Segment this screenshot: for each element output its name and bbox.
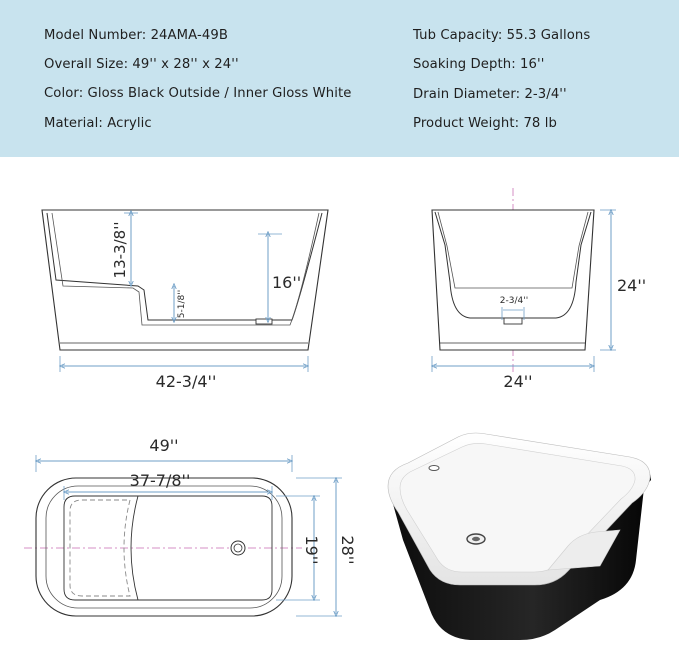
dimension-side-depth: 16'' (272, 273, 302, 292)
dimension-side-seat-height: 13-3/8'' (111, 221, 129, 279)
dimension-side-seat-step: 5-1/8'' (177, 289, 187, 319)
front-drain-icon (504, 318, 522, 324)
spec-product-weight: Product Weight: 78 lb (413, 116, 557, 131)
spec-soaking-depth: Soaking Depth: 16'' (413, 57, 545, 72)
render-overflow-icon (429, 466, 439, 471)
spec-drain-diameter: Drain Diameter: 2-3/4'' (413, 87, 567, 102)
spec-overall-size: Overall Size: 49'' x 28'' x 24'' (44, 57, 239, 72)
specification-panel (0, 0, 679, 157)
spec-color: Color: Gloss Black Outside / Inner Gloss White (44, 86, 352, 101)
spec-material: Material: Acrylic (44, 116, 152, 131)
top-drain-icon (231, 541, 245, 555)
spec-model-number: Model Number: 24AMA-49B (44, 28, 228, 43)
side-drain-icon (256, 319, 272, 324)
dimension-top-width: 28'' (338, 535, 357, 565)
spec-tub-capacity: Tub Capacity: 55.3 Gallons (413, 28, 591, 43)
dimension-front-height: 24'' (617, 276, 647, 295)
dimension-top-length: 49'' (149, 436, 179, 455)
bathtub-render (388, 433, 651, 640)
dimension-side-width: 42-3/4'' (155, 372, 217, 391)
dimension-top-inner-width: 19'' (302, 535, 321, 565)
dimension-top-inner-length: 37-7/8'' (129, 471, 191, 490)
technical-drawing (0, 157, 679, 656)
dimension-front-width: 24'' (503, 372, 533, 391)
side-view (42, 210, 328, 391)
front-view (432, 188, 646, 391)
top-view (24, 436, 357, 616)
dimension-front-drain: 2-3/4'' (499, 296, 529, 306)
